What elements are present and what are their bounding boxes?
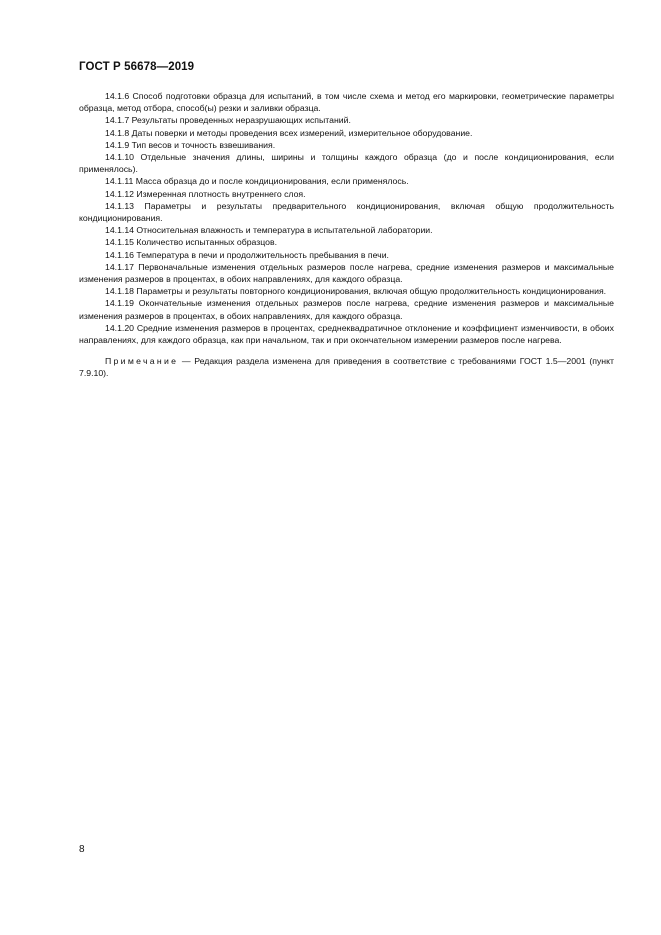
paragraph-14-1-11: 14.1.11 Масса образца до и после кондиционирования, если применялось. (105, 176, 409, 187)
paragraph-14-1-18: 14.1.18 Параметры и результаты повторного кондиционирования, включая общую продолжительность кондиционирования. (105, 286, 607, 297)
paragraph-14-1-13: 14.1.13 Параметры и результаты предварительного кондиционирования, включая общую продолжительность кондиционирования. (79, 200, 614, 224)
paragraph-14-1-15: 14.1.15 Количество испытанных образцов. (105, 237, 278, 248)
paragraph-14-1-7: 14.1.7 Результаты проведенных неразрушающих испытаний. (105, 115, 351, 126)
document-body (79, 90, 614, 380)
note (79, 355, 614, 379)
paragraph-14-1-17: 14.1.17 Первоначальные изменения отдельных размеров после нагрева, средние изменения размеров и максимальные изменения размеров в процентах, в обоих направлениях, для каждого образца. (79, 261, 614, 285)
paragraph-14-1-12: 14.1.12 Измеренная плотность внутреннего слоя. (105, 188, 306, 199)
paragraph-14-1-20: 14.1.20 Средние изменения размеров в процентах, среднеквадратичное отклонение и коэффициент изменчивости, в обоих направлениях, для каждого образца, как при начальном, так и при окончательном измерении размеров после нагрева. (79, 322, 614, 346)
page-number: 8 (79, 844, 85, 855)
paragraph-14-1-10: 14.1.10 Отдельные значения длины, ширины и толщины каждого образца (до и после кондиционирования, если применялось). (79, 152, 614, 175)
paragraph-14-1-19: 14.1.19 Окончательные изменения отдельных размеров после нагрева, средние изменения размеров и максимальные изменения размеров в процентах, в обоих направлениях, для каждого образца. (79, 298, 614, 321)
paragraph-14-1-14: 14.1.14 Относительная влажность и температура в испытательной лаборатории. (105, 225, 433, 236)
note-label: Примечание (105, 356, 179, 367)
paragraph-14-1-9: 14.1.9 Тип весов и точность взвешивания. (105, 139, 276, 150)
note-text: — Редакция раздела изменена для приведения в соответствие с требованиями ГОСТ 1.5—2001 (пункт 7.9.10). (79, 356, 614, 379)
paragraph-14-1-16: 14.1.16 Температура в печи и продолжительность пребывания в печи. (105, 249, 389, 260)
paragraph-14-1-6: 14.1.6 Способ подготовки образца для испытаний, в том числе схема и метод его маркировки, геометрические параметры образца, метод отбора, способ(ы) резки и заливки образца. (79, 91, 614, 114)
paragraph-14-1-8: 14.1.8 Даты поверки и методы проведения всех измерений, измерительное оборудование. (105, 127, 473, 138)
document-header: ГОСТ Р 56678—2019 (79, 61, 195, 73)
